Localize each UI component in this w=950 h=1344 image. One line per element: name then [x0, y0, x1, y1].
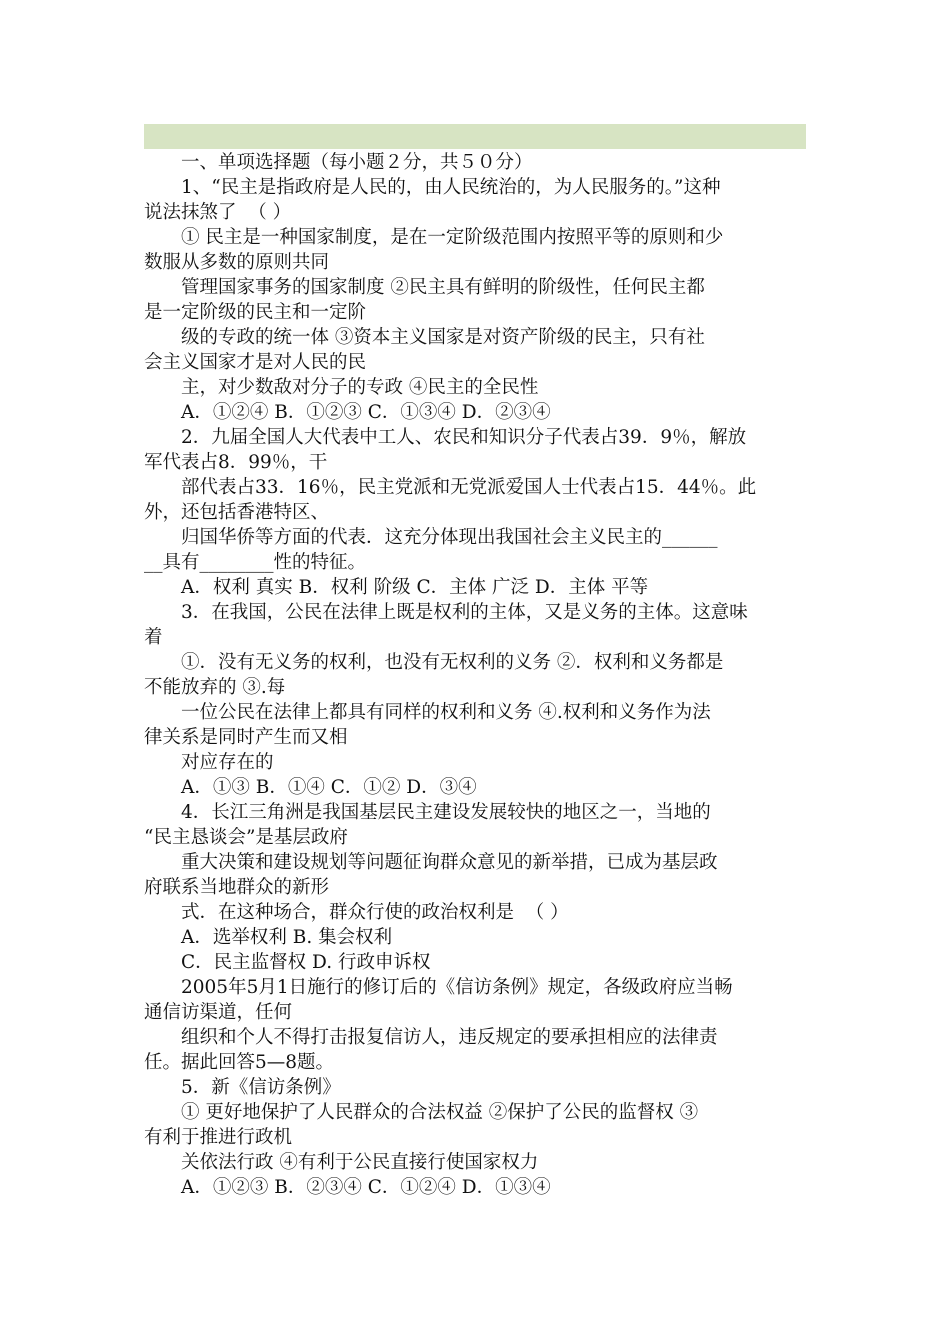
text-line: 是一定阶级的民主和一定阶: [144, 302, 367, 323]
text-line: 2005年5月1日施行的修订后的《信访条例》规定，各级政府应当畅: [181, 977, 733, 998]
header-band: [144, 124, 806, 149]
text-line: 重大决策和建设规划等问题征询群众意见的新举措，已成为基层政: [181, 852, 718, 873]
text-line: 府联系当地群众的新形: [144, 877, 330, 898]
text-line: 关依法行政 ④有利于公民直接行使国家权力: [181, 1152, 539, 1173]
text-line: __具有________性的特征。: [144, 552, 367, 573]
text-line: C．民主监督权 D. 行政申诉权: [181, 952, 431, 973]
text-line: A．①③ B．①④ C．①② D．③④: [181, 777, 477, 798]
text-line: 说法抹煞了 （ ）: [144, 202, 292, 223]
text-line: “民主恳谈会”是基层政府: [144, 827, 348, 848]
text-line: 部代表占33．16％，民主党派和无党派爱国人士代表占15．44％。此: [181, 477, 757, 498]
text-line: 归国华侨等方面的代表．这充分体现出我国社会主义民主的______: [181, 527, 718, 548]
text-line: 级的专政的统一体 ③资本主义国家是对资产阶级的民主，只有社: [181, 327, 705, 348]
text-line: 对应存在的: [181, 752, 274, 773]
text-line: 4．长江三角洲是我国基层民主建设发展较快的地区之一，当地的: [181, 802, 711, 823]
text-line: 外，还包括香港特区、: [144, 502, 330, 523]
text-line: A．①②③ B．②③④ C．①②④ D．①③④: [181, 1177, 551, 1198]
text-line: 会主义国家才是对人民的民: [144, 352, 367, 373]
document-body: [144, 150, 806, 1200]
text-line: 律关系是同时产生而又相: [144, 727, 348, 748]
text-line: A．①②④ B．①②③ C．①③④ D．②③④: [181, 402, 551, 423]
text-line: A．权利 真实 B．权利 阶级 C．主体 广泛 D．主体 平等: [181, 577, 649, 598]
text-line: 2．九届全国人大代表中工人、农民和知识分子代表占39．9％，解放: [181, 427, 747, 448]
text-line: 有利于推进行政机: [144, 1127, 293, 1148]
text-line: 一位公民在法律上都具有同样的权利和义务 ④.权利和义务作为法: [181, 702, 711, 723]
text-line: 数服从多数的原则共同: [144, 252, 330, 273]
text-line: ①．没有无义务的权利，也没有无权利的义务 ②．权利和义务都是: [181, 652, 724, 673]
text-line: 5．新《信访条例》: [181, 1077, 341, 1098]
text-line: 1、“民主是指政府是人民的，由人民统治的，为人民服务的。”这种: [181, 177, 721, 198]
text-line: 军代表占8．99％，干: [144, 452, 328, 473]
text-line: 式．在这种场合，群众行使的政治权利是 （ ）: [181, 902, 569, 923]
text-line: ① 民主是一种国家制度，是在一定阶级范围内按照平等的原则和少: [181, 227, 724, 248]
text-line: 任。据此回答5—8题。: [144, 1052, 335, 1073]
text-line: 3．在我国，公民在法律上既是权利的主体，又是义务的主体。这意味: [181, 602, 748, 623]
text-line: A．选举权利 B. 集会权利: [181, 927, 393, 948]
text-line: 通信访渠道，任何: [144, 1002, 293, 1023]
text-line: 组织和个人不得打击报复信访人，违反规定的要承担相应的法律责: [181, 1027, 718, 1048]
text-line: 主，对少数敌对分子的专政 ④民主的全民性: [181, 377, 539, 398]
text-line: ① 更好地保护了人民群众的合法权益 ②保护了公民的监督权 ③: [181, 1102, 699, 1123]
text-line: 着: [144, 627, 163, 648]
text-line: 管理国家事务的国家制度 ②民主具有鲜明的阶级性，任何民主都: [181, 277, 705, 298]
text-line: 一、单项选择题（每小题２分，共５０分）: [181, 152, 533, 173]
text-line: 不能放弃的 ③.每: [144, 677, 286, 698]
